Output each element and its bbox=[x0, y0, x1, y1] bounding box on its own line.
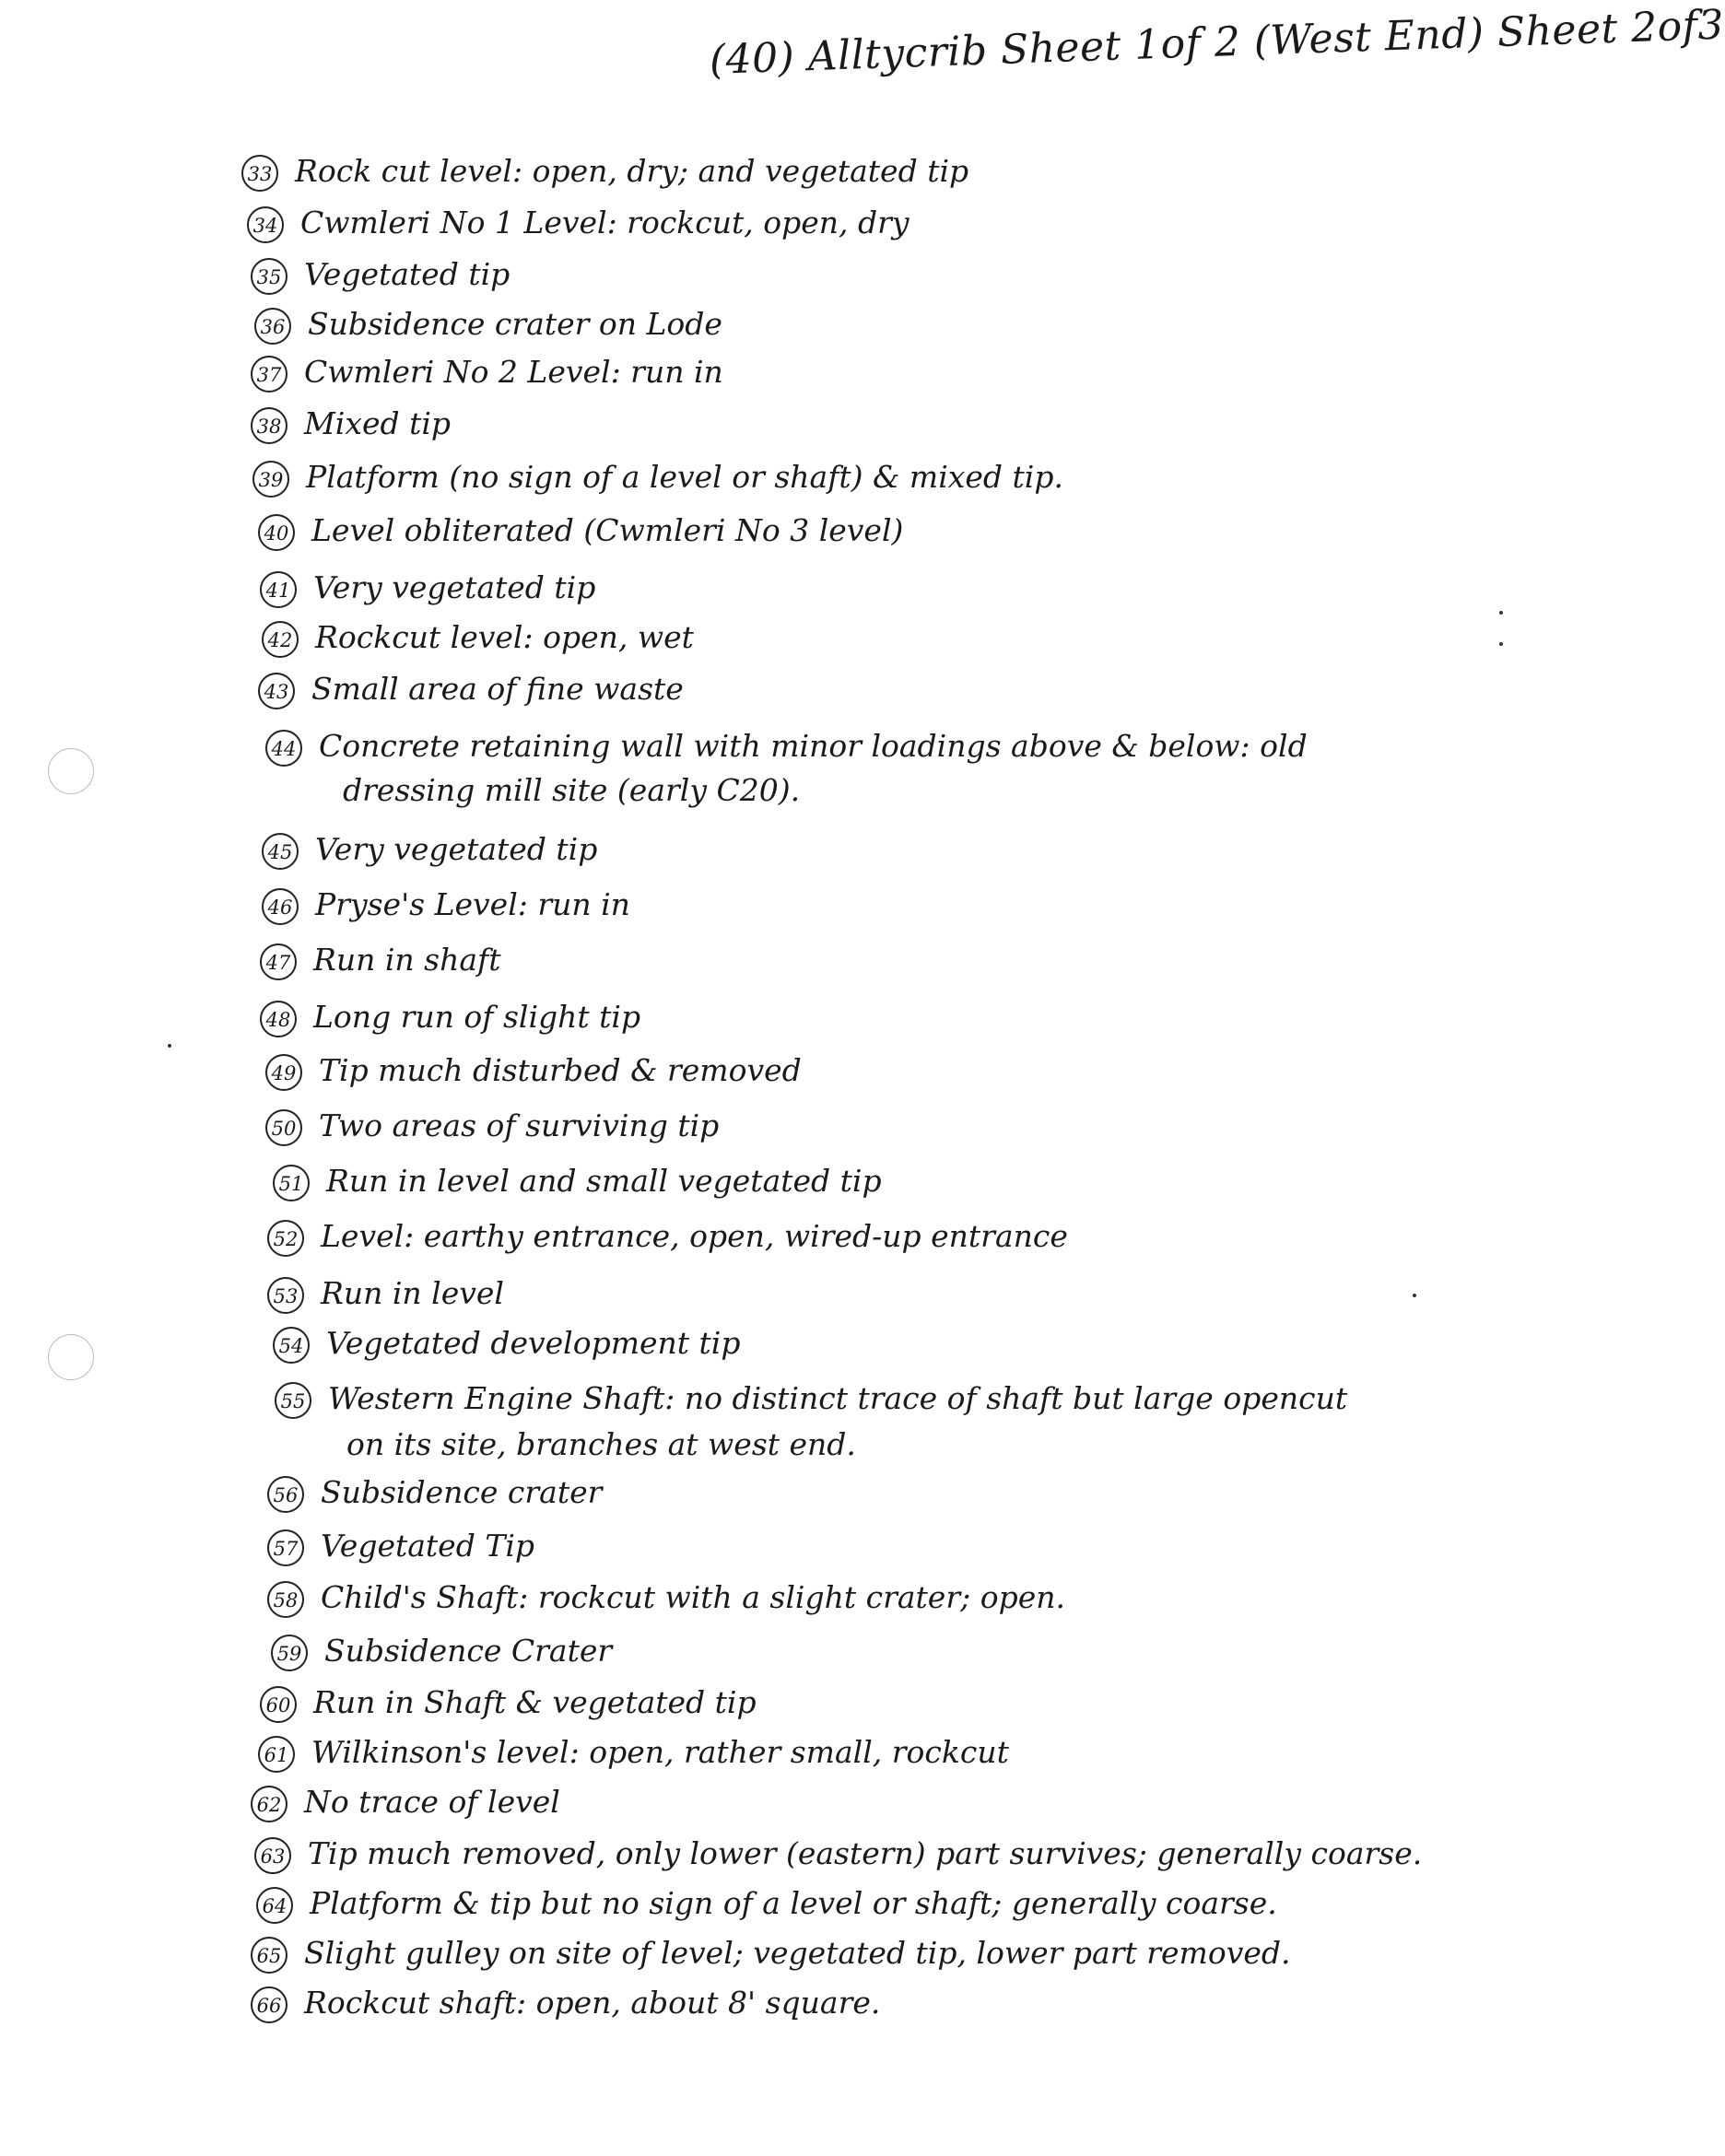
item-text: Subsidence crater on Lode bbox=[308, 306, 722, 342]
item-number: 61 bbox=[258, 1736, 295, 1773]
item-text: Cwmleri No 2 Level: run in bbox=[304, 354, 723, 390]
item-number: 41 bbox=[260, 571, 297, 608]
list-item bbox=[262, 885, 630, 925]
list-item bbox=[251, 352, 723, 393]
item-text: Run in Shaft & vegetated tip bbox=[313, 1684, 757, 1720]
item-text: Concrete retaining wall with minor loadings above & below: old bbox=[319, 728, 1308, 764]
item-text: Cwmleri No 1 Level: rockcut, open, dry bbox=[300, 205, 909, 240]
item-text: Platform & tip but no sign of a level or shaft; generally coarse. bbox=[310, 1885, 1277, 1921]
item-number: 52 bbox=[267, 1220, 304, 1257]
list-item bbox=[267, 1273, 504, 1314]
item-text: Very vegetated tip bbox=[313, 569, 596, 605]
scan-speck bbox=[1499, 611, 1503, 615]
item-number: 33 bbox=[241, 155, 278, 192]
list-item bbox=[260, 568, 595, 608]
item-text: Level obliterated (Cwmleri No 3 level) bbox=[311, 512, 904, 548]
item-number: 35 bbox=[251, 258, 288, 295]
scan-speck bbox=[1499, 642, 1503, 646]
item-number: 45 bbox=[262, 833, 299, 870]
list-item bbox=[252, 457, 1063, 498]
item-number: 51 bbox=[273, 1165, 310, 1201]
item-text-continued: on its site, branches at west end. bbox=[346, 1426, 856, 1462]
list-item bbox=[273, 1323, 740, 1364]
item-text: Wilkinson's level: open, rather small, rockcut bbox=[311, 1734, 1009, 1770]
item-text: No trace of level bbox=[304, 1784, 560, 1820]
item-number: 42 bbox=[262, 621, 299, 658]
list-item bbox=[254, 1834, 1422, 1874]
list-item bbox=[258, 1732, 1009, 1773]
item-text: Small area of fine waste bbox=[311, 671, 684, 707]
item-text: Tip much removed, only lower (eastern) part survives; generally coarse. bbox=[308, 1835, 1423, 1871]
list-item bbox=[267, 1472, 602, 1513]
list-item bbox=[267, 1526, 534, 1566]
list-item bbox=[251, 1782, 560, 1822]
list-item bbox=[256, 1883, 1277, 1924]
sheet-title: (40) Alltycrib Sheet 1of 2 (West End) Sheet 2of3 bbox=[709, 1, 1725, 84]
item-text: Vegetated development tip bbox=[326, 1325, 741, 1361]
item-text: Slight gulley on site of level; vegetated tip, lower part removed. bbox=[304, 1935, 1291, 1971]
item-text: Run in level and small vegetated tip bbox=[326, 1163, 882, 1199]
item-number: 58 bbox=[267, 1581, 304, 1618]
item-number: 40 bbox=[258, 514, 295, 551]
item-number: 62 bbox=[251, 1786, 288, 1822]
item-number: 57 bbox=[267, 1529, 304, 1566]
item-text: Rockcut level: open, wet bbox=[315, 619, 694, 655]
item-number: 48 bbox=[260, 1001, 297, 1037]
scan-speck bbox=[168, 1044, 171, 1048]
item-number: 36 bbox=[254, 308, 291, 345]
item-text: Western Engine Shaft: no distinct trace of shaft but large opencut bbox=[328, 1380, 1348, 1416]
item-text: Vegetated tip bbox=[304, 256, 510, 292]
item-text: Run in level bbox=[321, 1275, 504, 1311]
item-text: Level: earthy entrance, open, wired-up entrance bbox=[321, 1218, 1068, 1254]
item-number: 39 bbox=[252, 461, 289, 498]
item-number: 63 bbox=[254, 1837, 291, 1874]
scan-speck bbox=[1413, 1294, 1416, 1297]
punch-hole-lower bbox=[48, 1334, 94, 1380]
item-text: Rock cut level: open, dry; and vegetated tip bbox=[295, 153, 969, 189]
item-number: 56 bbox=[267, 1476, 304, 1513]
list-item bbox=[271, 1631, 612, 1671]
item-text: Subsidence Crater bbox=[324, 1633, 613, 1669]
item-text: Vegetated Tip bbox=[321, 1528, 535, 1564]
item-text-continued: dressing mill site (early C20). bbox=[343, 772, 801, 808]
list-item bbox=[254, 304, 722, 345]
list-item bbox=[251, 1983, 880, 2023]
item-text: Very vegetated tip bbox=[315, 831, 598, 867]
item-number: 60 bbox=[260, 1686, 297, 1723]
item-number: 59 bbox=[271, 1635, 308, 1671]
item-number: 65 bbox=[251, 1937, 288, 1974]
item-number: 44 bbox=[265, 730, 302, 767]
item-number: 49 bbox=[265, 1054, 302, 1091]
list-item bbox=[251, 1933, 1291, 1974]
list-item bbox=[260, 997, 640, 1037]
list-item bbox=[267, 1216, 1068, 1257]
item-number: 38 bbox=[251, 407, 288, 444]
list-item bbox=[258, 510, 903, 551]
item-number: 37 bbox=[251, 356, 288, 393]
item-number: 46 bbox=[262, 888, 299, 925]
item-number: 47 bbox=[260, 943, 297, 980]
list-item bbox=[273, 1161, 882, 1201]
item-number: 66 bbox=[251, 1986, 288, 2023]
item-number: 54 bbox=[273, 1327, 310, 1364]
list-item bbox=[251, 254, 510, 295]
item-text: Long run of slight tip bbox=[313, 999, 641, 1035]
item-text: Subsidence crater bbox=[321, 1474, 603, 1510]
item-number: 50 bbox=[265, 1109, 302, 1146]
item-number: 55 bbox=[275, 1382, 311, 1419]
list-item bbox=[260, 1682, 757, 1723]
item-number: 53 bbox=[267, 1277, 304, 1314]
list-item bbox=[265, 1106, 719, 1146]
list-item bbox=[275, 1378, 1347, 1419]
item-text: Tip much disturbed & removed bbox=[319, 1052, 802, 1088]
item-number: 34 bbox=[247, 206, 284, 243]
item-text: Two areas of surviving tip bbox=[319, 1107, 720, 1143]
item-text: Pryse's Level: run in bbox=[315, 886, 630, 922]
punch-hole-upper bbox=[48, 748, 94, 794]
list-item bbox=[247, 203, 909, 243]
list-item bbox=[265, 1050, 802, 1091]
item-text: Mixed tip bbox=[304, 405, 452, 441]
list-item bbox=[241, 151, 968, 192]
item-number: 64 bbox=[256, 1887, 293, 1924]
list-item bbox=[258, 669, 684, 709]
list-item bbox=[262, 617, 694, 658]
item-text: Run in shaft bbox=[313, 942, 501, 978]
list-item bbox=[251, 404, 451, 444]
item-text: Child's Shaft: rockcut with a slight crater; open. bbox=[321, 1579, 1065, 1615]
list-item bbox=[262, 829, 597, 870]
item-number: 43 bbox=[258, 673, 295, 709]
list-item bbox=[260, 940, 500, 980]
list-item bbox=[267, 1577, 1065, 1618]
list-item bbox=[265, 726, 1308, 767]
item-text: Rockcut shaft: open, about 8' square. bbox=[304, 1985, 881, 2021]
item-text: Platform (no sign of a level or shaft) & mixed tip. bbox=[306, 459, 1063, 495]
